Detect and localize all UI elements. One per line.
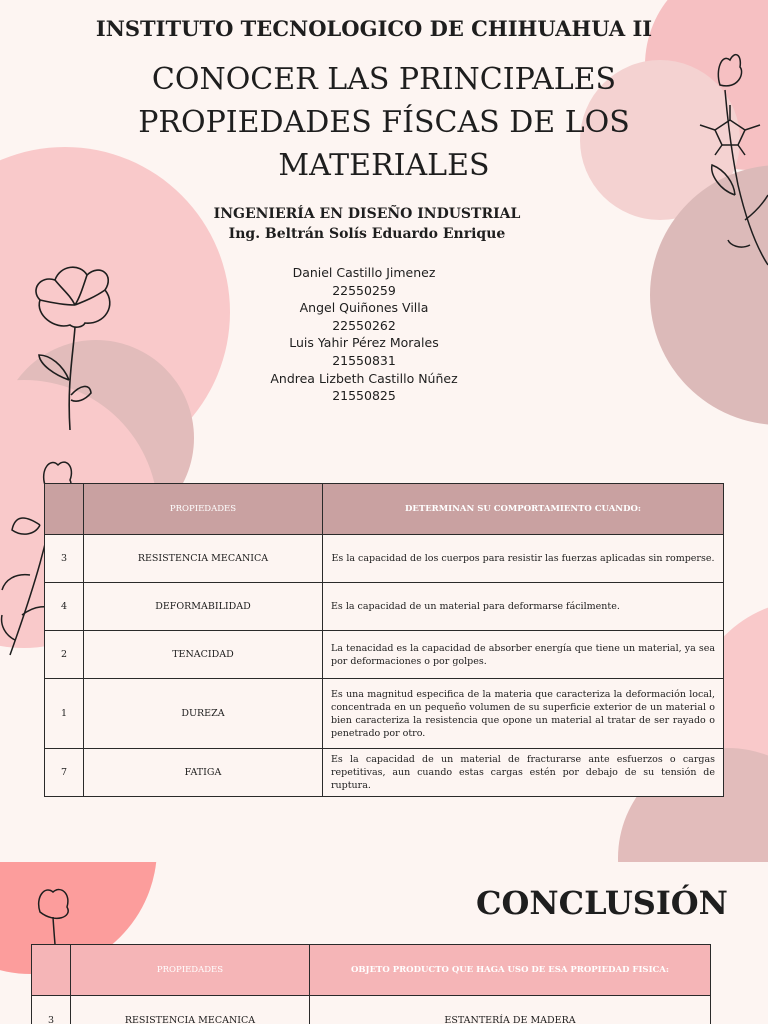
student-name: Daniel Castillo Jimenez xyxy=(292,265,436,280)
table-row xyxy=(32,996,711,1024)
student-name: Angel Quiñones Villa xyxy=(299,300,429,316)
row-description: La tenacidad es la capacidad de absorber energía que tiene un material, ya sea por deformaciones o por golpes. xyxy=(323,631,724,679)
table-row xyxy=(45,535,724,583)
flower-icon xyxy=(690,45,768,285)
student-id: 22550262 xyxy=(332,317,396,333)
header-cell-behavior: DETERMINAN SU COMPORTAMIENTO CUANDO: xyxy=(323,484,724,535)
header-cell-num xyxy=(45,484,84,535)
table-row xyxy=(45,631,724,679)
row-description: Es la capacidad de un material para deformarse fácilmente. xyxy=(323,583,724,631)
table-row xyxy=(45,583,724,631)
properties-table xyxy=(44,483,724,797)
row-property: RESISTENCIA MECANICA xyxy=(84,535,323,583)
title-line: MATERIALES xyxy=(278,148,490,183)
student-name: Andrea Lizbeth Castillo Núñez xyxy=(270,370,458,386)
institution-name: INSTITUTO TECNOLOGICO DE CHIHUAHUA II xyxy=(95,16,653,41)
row-property: FATIGA xyxy=(84,749,323,797)
career-name: INGENIERÍA EN DISEÑO INDUSTRIAL xyxy=(213,206,521,222)
title-line: PROPIEDADES FÍSCAS DE LOS xyxy=(138,105,630,140)
row-number: 3 xyxy=(45,535,84,583)
row-property: RESISTENCIA MECANICA xyxy=(71,996,310,1024)
table-row xyxy=(45,749,724,797)
title-line: CONOCER LAS PRINCIPALES xyxy=(151,62,617,97)
table-header-row xyxy=(32,945,711,996)
row-description: Es la capacidad de un material de fracturarse ante esfuerzos o cargas repetitivas, aun cuando estas cargas estén por debajo de su tensión de ruptura. xyxy=(323,749,724,797)
conclusion-title: CONCLUSIÓN xyxy=(476,884,728,922)
row-description: Es la capacidad de los cuerpos para resistir las fuerzas aplicadas sin romperse. xyxy=(323,535,724,583)
student-id: 21550831 xyxy=(332,352,396,368)
flower-icon xyxy=(25,255,120,435)
row-number: 2 xyxy=(45,631,84,679)
table-header-row xyxy=(45,484,724,535)
page-2 xyxy=(0,862,768,1024)
table-row xyxy=(45,679,724,749)
student-id: 21550825 xyxy=(332,388,396,404)
header-cell-property: PROPIEDADES xyxy=(84,484,323,535)
student-list xyxy=(214,264,514,405)
row-number: 7 xyxy=(45,749,84,797)
row-object: ESTANTERÍA DE MADERA xyxy=(310,996,711,1024)
student-name: Luis Yahir Pérez Morales xyxy=(289,335,439,351)
row-number: 4 xyxy=(45,583,84,631)
row-property: DUREZA xyxy=(84,679,323,749)
row-property: DEFORMABILIDAD xyxy=(84,583,323,631)
row-number: 3 xyxy=(32,996,71,1024)
header-cell-object: OBJETO PRODUCTO QUE HAGA USO DE ESA PROPIEDAD FISICA: xyxy=(310,945,711,996)
header-cell-num xyxy=(32,945,71,996)
header-cell-property: PROPIEDADES xyxy=(71,945,310,996)
conclusion-table xyxy=(31,944,711,1024)
row-number: 1 xyxy=(45,679,84,749)
student-id: 22550259 xyxy=(332,282,396,298)
row-property: TENACIDAD xyxy=(84,631,323,679)
teacher-name: Ing. Beltrán Solís Eduardo Enrique xyxy=(228,226,506,242)
page-title xyxy=(84,58,684,187)
row-description: Es una magnitud especifica de la materia que caracteriza la deformación local, concentrada en un pequeño volumen de su superficie exterior de un material o bien caracteriza la resistencia que opone un material al tratar de ser rayado o penetrado por otro. xyxy=(323,679,724,749)
